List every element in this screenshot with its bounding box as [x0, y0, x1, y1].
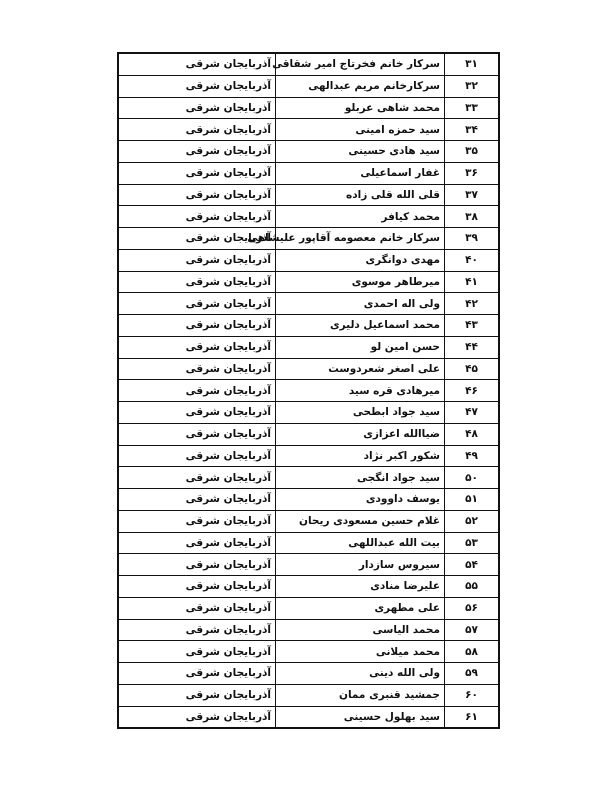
person-name: سید حمزه امینی — [276, 119, 445, 141]
table-row — [118, 532, 499, 554]
table-row — [118, 706, 499, 728]
table-row — [118, 445, 499, 467]
row-number: ۵۸ — [445, 641, 500, 663]
person-name: ولی اله احمدی — [276, 293, 445, 315]
person-name: علی اصغر شعردوست — [276, 358, 445, 380]
person-name: سیروس سازدار — [276, 554, 445, 576]
province: آذربایجان شرقی — [118, 684, 276, 706]
person-name: محمد میلانی — [276, 641, 445, 663]
province: آذربایجان شرقی — [118, 119, 276, 141]
row-number: ۳۹ — [445, 228, 500, 250]
row-number: ۴۰ — [445, 249, 500, 271]
table-row — [118, 597, 499, 619]
province: آذربایجان شرقی — [118, 358, 276, 380]
row-number: ۳۷ — [445, 184, 500, 206]
province: آذربایجان شرقی — [118, 315, 276, 337]
person-name: ضیاالله اعزازی — [276, 423, 445, 445]
row-number: ۵۶ — [445, 597, 500, 619]
table-row — [118, 97, 499, 119]
table-row — [118, 423, 499, 445]
person-name: غفار اسماعیلی — [276, 162, 445, 184]
person-name: حسن امین لو — [276, 336, 445, 358]
roster-body — [118, 53, 499, 728]
row-number: ۴۸ — [445, 423, 500, 445]
row-number: ۵۱ — [445, 489, 500, 511]
person-name: میرطاهر موسوی — [276, 271, 445, 293]
row-number: ۴۶ — [445, 380, 500, 402]
table-row — [118, 641, 499, 663]
table-row — [118, 402, 499, 424]
row-number: ۴۵ — [445, 358, 500, 380]
table-row — [118, 271, 499, 293]
row-number: ۴۱ — [445, 271, 500, 293]
province: آذربایجان شرقی — [118, 423, 276, 445]
table-row — [118, 228, 499, 250]
person-name: مهدی دوانگری — [276, 249, 445, 271]
roster-table — [117, 52, 500, 729]
person-name: سرکار خانم فخرتاج امیر شقاقی — [276, 53, 445, 75]
table-row — [118, 162, 499, 184]
person-name: قلی الله قلی زاده — [276, 184, 445, 206]
province: آذربایجان شرقی — [118, 249, 276, 271]
table-row — [118, 576, 499, 598]
row-number: ۵۴ — [445, 554, 500, 576]
person-name: محمد کیافر — [276, 206, 445, 228]
person-name: سرکارخانم مریم عبدالهی — [276, 75, 445, 97]
province: آذربایجان شرقی — [118, 467, 276, 489]
province: آذربایجان شرقی — [118, 510, 276, 532]
person-name: علیرضا منادی — [276, 576, 445, 598]
table-row — [118, 684, 499, 706]
row-number: ۵۰ — [445, 467, 500, 489]
table-row — [118, 53, 499, 75]
row-number: ۳۱ — [445, 53, 500, 75]
row-number: ۴۹ — [445, 445, 500, 467]
table-row — [118, 619, 499, 641]
province: آذربایجان شرقی — [118, 619, 276, 641]
province: آذربایجان شرقی — [118, 162, 276, 184]
province: آذربایجان شرقی — [118, 597, 276, 619]
row-number: ۵۷ — [445, 619, 500, 641]
table-row — [118, 510, 499, 532]
province: آذربایجان شرقی — [118, 75, 276, 97]
province: آذربایجان شرقی — [118, 228, 276, 250]
table-row — [118, 467, 499, 489]
table-row — [118, 141, 499, 163]
person-name: شکور اکبر نژاد — [276, 445, 445, 467]
table-row — [118, 184, 499, 206]
person-name: ولی الله دینی — [276, 663, 445, 685]
person-name: محمد اسماعیل دلیری — [276, 315, 445, 337]
province: آذربایجان شرقی — [118, 554, 276, 576]
row-number: ۵۹ — [445, 663, 500, 685]
row-number: ۳۳ — [445, 97, 500, 119]
province: آذربایجان شرقی — [118, 663, 276, 685]
table-row — [118, 206, 499, 228]
province: آذربایجان شرقی — [118, 641, 276, 663]
row-number: ۳۸ — [445, 206, 500, 228]
table-row — [118, 489, 499, 511]
province: آذربایجان شرقی — [118, 489, 276, 511]
row-number: ۵۲ — [445, 510, 500, 532]
row-number: ۴۳ — [445, 315, 500, 337]
province: آذربایجان شرقی — [118, 97, 276, 119]
table-row — [118, 554, 499, 576]
province: آذربایجان شرقی — [118, 576, 276, 598]
person-name: یوسف داوودی — [276, 489, 445, 511]
table-row — [118, 75, 499, 97]
row-number: ۳۶ — [445, 162, 500, 184]
row-number: ۳۵ — [445, 141, 500, 163]
person-name: میرهادی قره سید — [276, 380, 445, 402]
row-number: ۵۵ — [445, 576, 500, 598]
province: آذربایجان شرقی — [118, 53, 276, 75]
province: آذربایجان شرقی — [118, 336, 276, 358]
row-number: ۴۲ — [445, 293, 500, 315]
person-name: بیت الله عبداللهی — [276, 532, 445, 554]
row-number: ۶۰ — [445, 684, 500, 706]
person-name: غلام حسین مسعودی ریحان — [276, 510, 445, 532]
row-number: ۴۴ — [445, 336, 500, 358]
row-number: ۶۱ — [445, 706, 500, 728]
person-name: جمشید قنبری ممان — [276, 684, 445, 706]
province: آذربایجان شرقی — [118, 141, 276, 163]
person-name: سید هادی حسینی — [276, 141, 445, 163]
table-row — [118, 249, 499, 271]
table-row — [118, 380, 499, 402]
province: آذربایجان شرقی — [118, 293, 276, 315]
document-page — [117, 52, 500, 729]
person-name: سرکار خانم معصومه آقاپور علیشاهی — [276, 228, 445, 250]
row-number: ۴۷ — [445, 402, 500, 424]
province: آذربایجان شرقی — [118, 271, 276, 293]
province: آذربایجان شرقی — [118, 184, 276, 206]
table-row — [118, 336, 499, 358]
row-number: ۳۴ — [445, 119, 500, 141]
province: آذربایجان شرقی — [118, 380, 276, 402]
province: آذربایجان شرقی — [118, 532, 276, 554]
province: آذربایجان شرقی — [118, 445, 276, 467]
row-number: ۵۳ — [445, 532, 500, 554]
person-name: محمد الیاسی — [276, 619, 445, 641]
row-number: ۳۲ — [445, 75, 500, 97]
province: آذربایجان شرقی — [118, 206, 276, 228]
table-row — [118, 663, 499, 685]
person-name: علی مطهری — [276, 597, 445, 619]
person-name: سید جواد ابطحی — [276, 402, 445, 424]
table-row — [118, 358, 499, 380]
person-name: محمد شاهی عربلو — [276, 97, 445, 119]
person-name: سید جواد انگجی — [276, 467, 445, 489]
table-row — [118, 293, 499, 315]
person-name: سید بهلول حسینی — [276, 706, 445, 728]
table-row — [118, 315, 499, 337]
table-row — [118, 119, 499, 141]
province: آذربایجان شرقی — [118, 706, 276, 728]
province: آذربایجان شرقی — [118, 402, 276, 424]
